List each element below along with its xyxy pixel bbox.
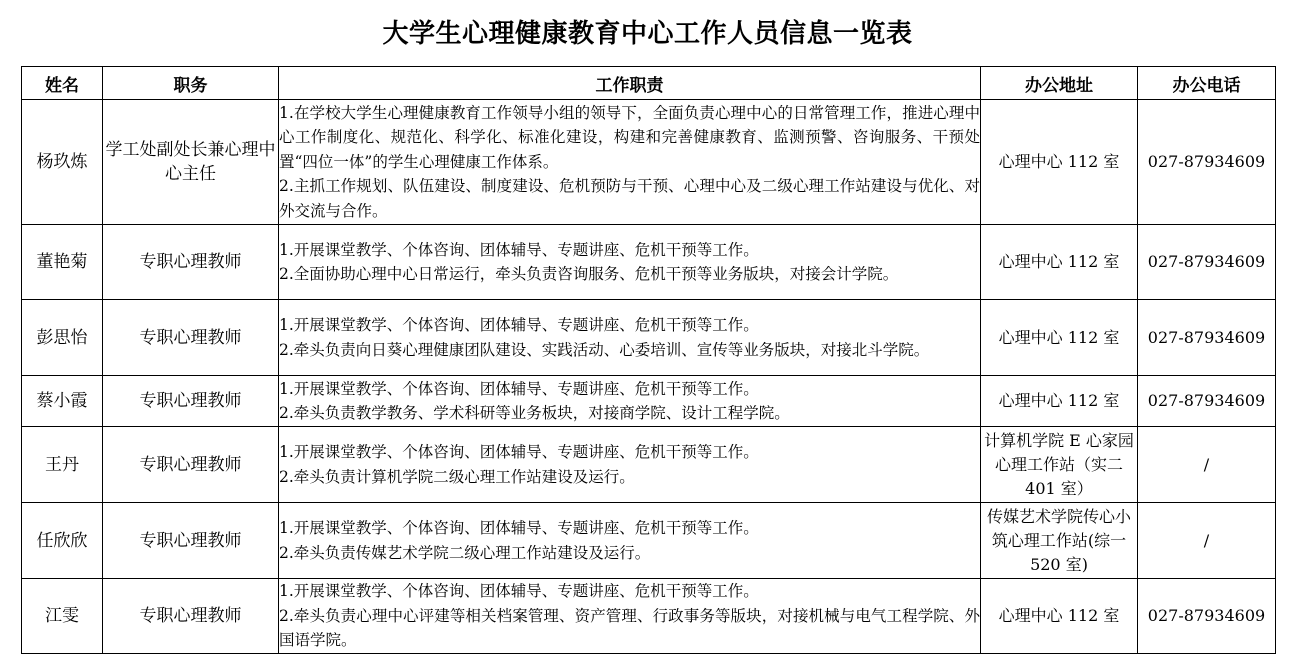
table-row xyxy=(22,100,1276,225)
table-row xyxy=(22,225,1276,300)
staff-name: 蔡小霞 xyxy=(22,376,103,427)
duty-item: 2.牵头负责传媒艺术学院二级心理工作站建设及运行。 xyxy=(279,543,651,562)
staff-duties xyxy=(279,225,981,300)
staff-duties xyxy=(279,100,981,225)
staff-info-table xyxy=(21,66,1276,654)
staff-office: 心理中心 112 室 xyxy=(981,579,1138,654)
staff-phone: / xyxy=(1138,503,1276,579)
staff-name: 杨玖炼 xyxy=(22,100,103,225)
duty-item: 2.牵头负责心理中心评建等相关档案管理、资产管理、行政事务等版块，对接机械与电气工程学院、外国语学院。 xyxy=(279,606,980,650)
staff-duties xyxy=(279,300,981,376)
header-role: 职务 xyxy=(103,67,279,100)
page-title: 大学生心理健康教育中心工作人员信息一览表 xyxy=(382,19,913,49)
staff-role: 专职心理教师 xyxy=(103,503,279,579)
table-row xyxy=(22,376,1276,427)
staff-duties xyxy=(279,503,981,579)
duty-item: 2.主抓工作规划、队伍建设、制度建设、危机预防与干预、心理中心及二级心理工作站建设与优化、对外交流与合作。 xyxy=(279,177,980,220)
duty-item: 1.开展课堂教学、个体咨询、团体辅导、专题讲座、危机干预等工作。 xyxy=(279,443,759,461)
table-header-row xyxy=(22,67,1276,100)
table-row xyxy=(22,503,1276,579)
staff-name: 彭思怡 xyxy=(22,300,103,376)
staff-name: 董艳菊 xyxy=(22,225,103,300)
staff-office: 心理中心 112 室 xyxy=(981,100,1138,225)
duty-item: 2.全面协助心理中心日常运行，牵头负责咨询服务、危机干预等业务版块，对接会计学院。 xyxy=(279,265,899,283)
staff-office: 心理中心 112 室 xyxy=(981,300,1138,376)
staff-duties xyxy=(279,427,981,503)
staff-duties xyxy=(279,376,981,427)
staff-role: 专职心理教师 xyxy=(103,300,279,376)
staff-name: 江雯 xyxy=(22,579,103,654)
duty-item: 1.开展课堂教学、个体咨询、团体辅导、专题讲座、危机干预等工作。 xyxy=(279,582,759,601)
staff-phone: 027-87934609 xyxy=(1138,300,1276,376)
staff-role: 学工处副处长兼心理中心主任 xyxy=(103,100,279,225)
staff-office: 传媒艺术学院传心小筑心理工作站(综一 520 室) xyxy=(981,503,1138,579)
table-row xyxy=(22,300,1276,376)
header-phone: 办公电话 xyxy=(1138,67,1276,100)
staff-duties xyxy=(279,579,981,654)
staff-phone: 027-87934609 xyxy=(1138,225,1276,300)
duty-item: 2.牵头负责计算机学院二级心理工作站建设及运行。 xyxy=(279,467,635,486)
header-name: 姓名 xyxy=(22,67,103,100)
header-duties: 工作职责 xyxy=(279,67,981,100)
staff-role: 专职心理教师 xyxy=(103,225,279,300)
staff-name: 任欣欣 xyxy=(22,503,103,579)
header-office: 办公地址 xyxy=(981,67,1138,100)
staff-phone: / xyxy=(1138,427,1276,503)
duty-item: 2.牵头负责向日葵心理健康团队建设、实践活动、心委培训、宣传等业务版块，对接北斗学院。 xyxy=(279,340,930,359)
duty-item: 1.开展课堂教学、个体咨询、团体辅导、专题讲座、危机干预等工作。 xyxy=(279,316,759,334)
duty-item: 1.开展课堂教学、个体咨询、团体辅导、专题讲座、危机干预等工作。 xyxy=(279,519,759,537)
staff-office: 心理中心 112 室 xyxy=(981,376,1138,427)
staff-phone: 027-87934609 xyxy=(1138,376,1276,427)
staff-phone: 027-87934609 xyxy=(1138,579,1276,654)
staff-name: 王丹 xyxy=(22,427,103,503)
staff-office: 计算机学院 E 心家园心理工作站（实二 401 室） xyxy=(981,427,1138,503)
staff-office: 心理中心 112 室 xyxy=(981,225,1138,300)
table-row xyxy=(22,427,1276,503)
staff-role: 专职心理教师 xyxy=(103,427,279,503)
duty-item: 2.牵头负责教学教务、学术科研等业务板块，对接商学院、设计工程学院。 xyxy=(279,404,790,422)
duty-item: 1.开展课堂教学、个体咨询、团体辅导、专题讲座、危机干预等工作。 xyxy=(279,240,759,259)
duty-item: 1.在学校大学生心理健康教育工作领导小组的领导下，全面负责心理中心的日常管理工作，推进心理中心工作制度化、规范化、科学化、标准化建设，构建和完善健康教育、监测预警、咨询服务、干预处置“四位一体”的学生心理健康工作体系。 xyxy=(279,103,980,171)
staff-role: 专职心理教师 xyxy=(103,579,279,654)
table-row xyxy=(22,579,1276,654)
duty-item: 1.开展课堂教学、个体咨询、团体辅导、专题讲座、危机干预等工作。 xyxy=(279,379,759,398)
staff-role: 专职心理教师 xyxy=(103,376,279,427)
staff-phone: 027-87934609 xyxy=(1138,100,1276,225)
